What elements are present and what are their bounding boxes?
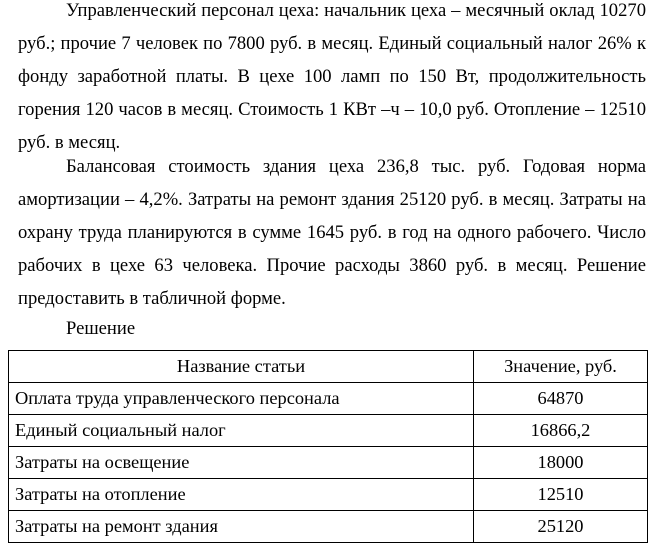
table-row [9, 415, 648, 447]
cost-table [8, 350, 648, 543]
table-row [9, 383, 648, 415]
row-item-name: Единый социальный налог [9, 415, 474, 447]
table-row [9, 479, 648, 511]
row-item-name: Затраты на ремонт здания [9, 511, 474, 543]
row-item-value: 25120 [474, 511, 648, 543]
header-value: Значение, руб. [474, 351, 648, 383]
solution-heading: Решение [66, 318, 136, 339]
row-item-name: Затраты на освещение [9, 447, 474, 479]
table-header-row [9, 351, 648, 383]
row-item-value: 18000 [474, 447, 648, 479]
row-item-value: 16866,2 [474, 415, 648, 447]
row-item-value: 12510 [474, 479, 648, 511]
row-item-name: Оплата труда управленческого персонала [9, 383, 474, 415]
problem-paragraph-2: Балансовая стоимость здания цеха 236,8 тыс. руб. Годовая норма амортизации – 4,2%. Затраты на ремонт здания 25120 руб. в месяц. Затраты на охрану труда планируются в сумме 1645 руб. в год на одного рабочего. Число рабочих в цехе 63 человека. Прочие расходы 3860 руб. в месяц. Решение предоставить в табличной форме. [18, 156, 646, 309]
table-row [9, 447, 648, 479]
row-item-value: 64870 [474, 383, 648, 415]
header-item-name: Название статьи [9, 351, 474, 383]
row-item-name: Затраты на отопление [9, 479, 474, 511]
table-row [9, 511, 648, 543]
problem-paragraph-1: Управленческий персонал цеха: начальник цеха – месячный оклад 10270 руб.; прочие 7 человек по 7800 руб. в месяц. Единый социальный налог 26% к фонду заработной платы. В цехе 100 ламп по 150 Вт, продолжительность горения 120 часов в месяц. Стоимость 1 КВт –ч – 10,0 руб. Отопление – 12510 руб. в месяц. [18, 0, 646, 153]
